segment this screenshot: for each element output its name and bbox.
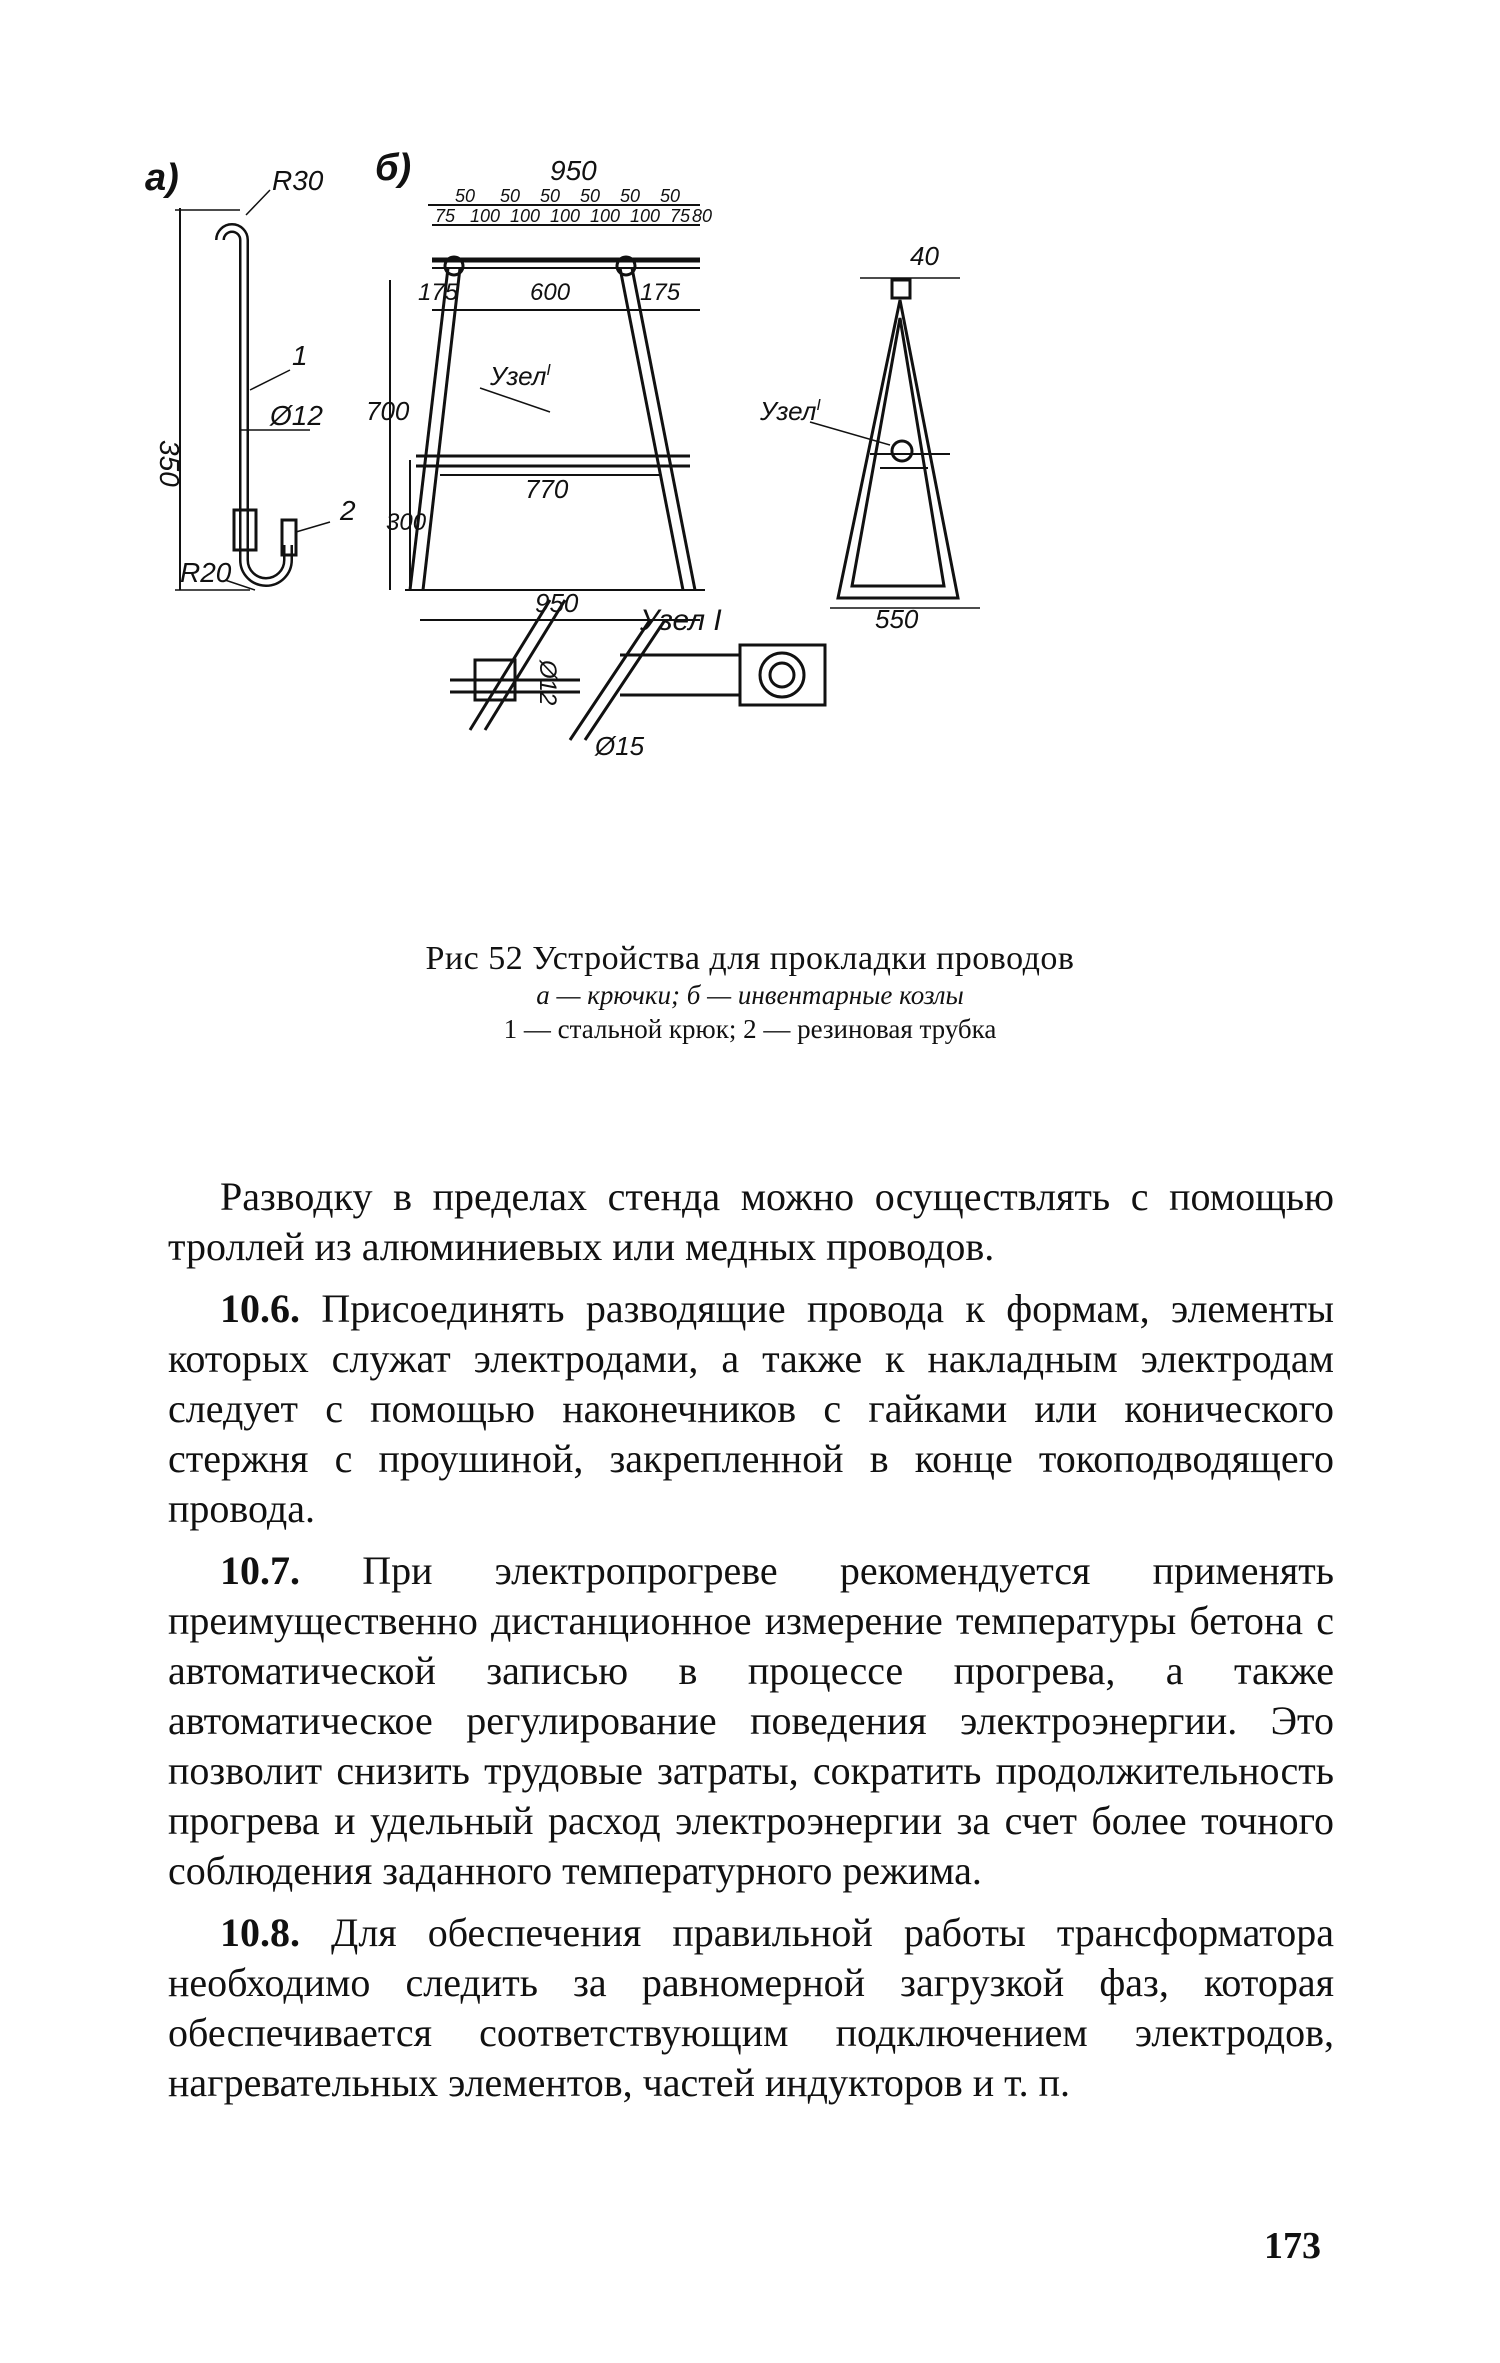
caption-title: Рис 52 Устройства для прокладки проводов (425, 940, 1075, 977)
bottom-row-5: 100 (630, 206, 661, 226)
top-total-label: 950 (550, 155, 597, 186)
paragraph-1: Разводку в пределах стенда можно осуществлять с помощью троллей из алюминиевых или медных проводов. (168, 1174, 1334, 1269)
panel-a-label: а) (145, 157, 179, 199)
base-label: 950 (535, 588, 579, 618)
section-number-10-7: 10.7. (220, 1548, 300, 1593)
bottom-row-2: 100 (510, 206, 541, 226)
radius-bottom-label: R20 (180, 557, 232, 588)
pipe-diameter-label: Ø15 (595, 731, 645, 761)
bottom-row-6: 75 (670, 206, 691, 226)
bottom-row-4: 100 (590, 206, 621, 226)
diameter-label: Ø12 (270, 400, 323, 431)
rod-diameter-label: Ø12 (534, 660, 561, 706)
figure-drawing (145, 147, 1380, 910)
height-total-label: 700 (366, 396, 410, 426)
figure-52 (145, 147, 1380, 910)
top-row-3: 50 (580, 186, 601, 206)
top-row-4: 50 (620, 186, 641, 206)
trestle-front-drawing (390, 205, 705, 620)
callout-1: 1 (292, 340, 308, 371)
height-label: 350 (154, 440, 185, 487)
crossbar-label: 770 (525, 474, 569, 504)
node-label-front: Узел$^I$ (490, 361, 551, 391)
radius-top-label: R30 (272, 165, 324, 196)
panel-b-label: б) (375, 147, 412, 189)
page-number: 173 (1264, 2225, 1321, 2267)
bottom-row-3: 100 (550, 206, 581, 226)
body-text (168, 1172, 1334, 2120)
top-row-0: 50 (455, 186, 476, 206)
figure-caption (0, 940, 1500, 1046)
section-number-10-6: 10.6. (220, 1286, 300, 1331)
paragraph-10-8-text: Для обеспечения правильной работы трансформатора необходимо следить за равномерной загрузкой фаз, которая обеспечивается соответствующим подключением электродов, нагревательных элементов, частей индукторов и т. п. (168, 1910, 1334, 2105)
side-base-label: 550 (875, 604, 919, 634)
paragraph-10-6-text: Присоединять разводящие провода к формам, элементы которых служат электродами, а также к накладным электродам следует с помощью наконечников с гайками или конического стержня с проушиной, закрепленной в конце токоподводящего провода. (168, 1286, 1334, 1531)
section-number-10-8: 10.8. (220, 1910, 300, 1955)
top-row-1: 50 (500, 186, 521, 206)
callout-2: 2 (340, 495, 356, 526)
node-detail-title: Узел I (640, 604, 722, 637)
paragraph-10-7 (168, 1546, 1334, 1896)
right-seg-label: 175 (640, 279, 681, 306)
caption-line-2: 1 — стальной крюк; 2 — резиновая трубка (503, 1014, 997, 1044)
height-low-label: 300 (386, 509, 427, 536)
bottom-row-0: 75 (435, 206, 456, 226)
top-row-2: 50 (540, 186, 561, 206)
steel-hook-drawing (175, 190, 330, 590)
mid-seg-label: 600 (530, 279, 571, 306)
paragraph-10-6 (168, 1284, 1334, 1534)
paragraph-10-8 (168, 1908, 1334, 2108)
paragraph-10-7-text: При электропрогреве рекомендуется применять преимущественно дистанционное измерение температуры бетона с автоматической записью в процессе прогрева, а также автоматическое регулирование поведения электроэнергии. Это позволит снизить трудовые затраты, сократить продолжительность прогрева и удельный расход электроэнергии за счет более точного соблюдения заданного температурного режима. (168, 1548, 1334, 1893)
left-seg-label: 175 (418, 279, 459, 306)
side-top-label: 40 (910, 241, 939, 271)
right-small-label: 80 (692, 206, 713, 226)
top-row-5: 50 (660, 186, 681, 206)
trestle-side-drawing (810, 278, 980, 608)
node-label-side: Узел$^I$ (760, 396, 821, 426)
caption-line-1: а — крючки; б — инвентарные козлы (536, 980, 964, 1010)
bottom-row-1: 100 (470, 206, 501, 226)
